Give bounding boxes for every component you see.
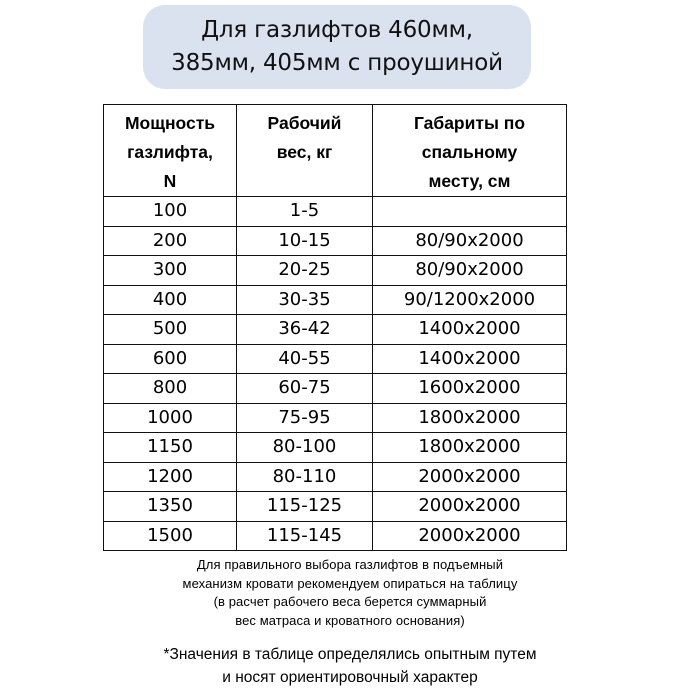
header-power-line: Мощность — [124, 113, 216, 133]
cell-dimensions: 1800х2000 — [373, 403, 567, 433]
gaslift-spec-table — [103, 104, 567, 551]
cell-power: 500 — [104, 315, 237, 345]
cell-power: 100 — [104, 197, 237, 227]
cell-weight: 115-125 — [237, 492, 373, 522]
table-row — [104, 521, 567, 551]
header-weight — [237, 105, 373, 197]
cell-weight: 75-95 — [237, 403, 373, 433]
recommendation-line: вес матраса и кроватного основания) — [235, 612, 465, 628]
cell-dimensions: 80/90х2000 — [373, 226, 567, 256]
header-power — [104, 105, 237, 197]
header-dimensions — [373, 105, 567, 197]
cell-weight: 30-35 — [237, 285, 373, 315]
title-line-1: Для газлифтов 460мм, — [201, 17, 473, 43]
header-power-line: N — [163, 171, 177, 191]
title-banner — [143, 5, 531, 89]
cell-weight: 80-100 — [237, 433, 373, 463]
cell-dimensions: 90/1200х2000 — [373, 285, 567, 315]
cell-power: 1150 — [104, 433, 237, 463]
recommendation-note — [0, 556, 700, 630]
table-row — [104, 433, 567, 463]
cell-power: 800 — [104, 374, 237, 404]
cell-weight: 1-5 — [237, 197, 373, 227]
cell-dimensions: 2000х2000 — [373, 521, 567, 551]
table-row — [104, 344, 567, 374]
recommendation-line: механизм кровати рекомендуем опираться на таблицу — [182, 575, 518, 591]
title-line-2: 385мм, 405мм с проушиной — [171, 50, 503, 76]
header-dimensions-line: Габариты по — [413, 113, 526, 133]
table-row — [104, 226, 567, 256]
cell-power: 200 — [104, 226, 237, 256]
cell-weight: 36-42 — [237, 315, 373, 345]
table-row — [104, 285, 567, 315]
cell-dimensions: 1400х2000 — [373, 315, 567, 345]
table-header-row — [104, 105, 567, 197]
cell-dimensions — [373, 197, 567, 227]
cell-power: 300 — [104, 256, 237, 286]
disclaimer-line: и носят ориентировочный характер — [222, 669, 478, 686]
header-weight-line: вес, кг — [276, 142, 333, 162]
header-weight-line: Рабочий — [267, 113, 342, 133]
cell-power: 1500 — [104, 521, 237, 551]
cell-dimensions: 2000х2000 — [373, 462, 567, 492]
cell-power: 1000 — [104, 403, 237, 433]
cell-power: 1350 — [104, 492, 237, 522]
cell-weight: 80-110 — [237, 462, 373, 492]
cell-dimensions: 1600х2000 — [373, 374, 567, 404]
cell-dimensions: 80/90х2000 — [373, 256, 567, 286]
cell-weight: 60-75 — [237, 374, 373, 404]
cell-weight: 40-55 — [237, 344, 373, 374]
cell-dimensions: 1800х2000 — [373, 433, 567, 463]
cell-dimensions: 1400х2000 — [373, 344, 567, 374]
table-row — [104, 315, 567, 345]
table-row — [104, 256, 567, 286]
cell-weight: 115-145 — [237, 521, 373, 551]
disclaimer-line: *Значения в таблице определялись опытным путем — [163, 646, 537, 663]
disclaimer-note — [0, 643, 700, 689]
header-power-line: газлифта, — [127, 142, 213, 162]
recommendation-line: (в расчет рабочего веса берется суммарный — [213, 594, 487, 609]
table-row — [104, 462, 567, 492]
cell-power: 600 — [104, 344, 237, 374]
table-row — [104, 197, 567, 227]
recommendation-line: Для правильного выбора газлифтов в подъемный — [196, 557, 504, 572]
cell-weight: 10-15 — [237, 226, 373, 256]
cell-weight: 20-25 — [237, 256, 373, 286]
cell-dimensions: 2000х2000 — [373, 492, 567, 522]
header-dimensions-line: месту, см — [428, 171, 511, 191]
cell-power: 400 — [104, 285, 237, 315]
table-row — [104, 403, 567, 433]
header-dimensions-line: спальному — [421, 142, 518, 162]
cell-power: 1200 — [104, 462, 237, 492]
table-row — [104, 492, 567, 522]
table-row — [104, 374, 567, 404]
